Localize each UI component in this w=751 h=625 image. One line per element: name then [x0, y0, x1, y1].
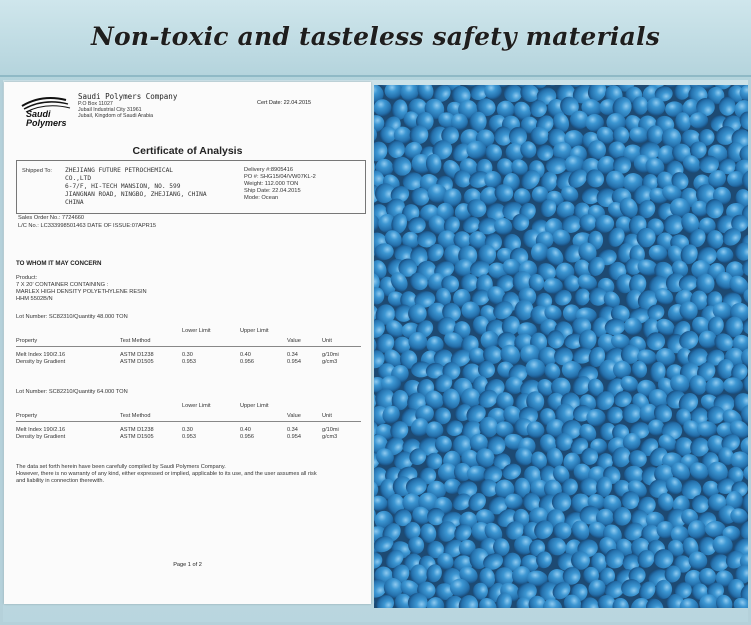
table-cell: ASTM D1505: [120, 359, 154, 365]
headline: Non-toxic and tasteless safety materials: [91, 22, 660, 51]
table-header: Unit: [322, 338, 332, 344]
delivery-line: PO #: SHG15/04/VW07KL-2: [244, 174, 316, 180]
table-header: Upper Limit: [240, 403, 269, 409]
table-cell: 0.30: [182, 352, 193, 358]
product-line: Product:: [16, 275, 38, 281]
page-number: Page 1 of 2: [173, 562, 202, 568]
disclaimer-line: The data set forth herein have been carefully compiled by Saudi Polymers Company.: [16, 464, 226, 470]
address-line: P.O Box 11027: [78, 101, 113, 107]
table-cell: 0.954: [287, 434, 301, 440]
shipped-to-label: Shipped To:: [22, 168, 52, 174]
pellets-image: [374, 85, 748, 608]
table-cell: ASTM D1238: [120, 427, 154, 433]
table-cell: Melt Index 190/2.16: [16, 427, 66, 433]
table-divider: [16, 346, 361, 347]
product-line: HHM 5502B/N: [16, 296, 53, 302]
table-cell: 0.34: [287, 352, 298, 358]
shipped-to-line: CO.,LTD: [65, 175, 92, 182]
table-header: Lower Limit: [182, 328, 211, 334]
table-header: Test Method: [120, 338, 151, 344]
table-cell: 0.40: [240, 352, 251, 358]
disclaimer-line: However, there is no warranty of any kind, either expressed or implied, applicable to its use, and the user assumes all risk: [16, 471, 317, 477]
table-header: Upper Limit: [240, 328, 269, 334]
table-header: Lower Limit: [182, 403, 211, 409]
certificate-title: Certificate of Analysis: [132, 145, 243, 157]
table-header: Value: [287, 338, 301, 344]
shipping-box: [16, 160, 366, 214]
table-header: Value: [287, 413, 301, 419]
table-cell: Density by Gradient: [16, 434, 66, 440]
address-line: Jubail Industrial City 31961: [78, 107, 142, 113]
table-cell: g/10mi: [322, 352, 339, 358]
lot-number-line: Lot Number: SC82210/Quantity 64.000 TON: [16, 389, 128, 395]
table-cell: 0.34: [287, 427, 298, 433]
table-header: Test Method: [120, 413, 151, 419]
banner-divider: [0, 75, 751, 77]
lot-number-line: Lot Number: SC82310/Quantity 48.000 TON: [16, 314, 128, 320]
table-header: Property: [16, 413, 38, 419]
logo-word-1: Saudi: [26, 109, 51, 119]
table-cell: 0.956: [240, 434, 254, 440]
table-cell: g/cm3: [322, 434, 338, 440]
shipped-to-line: 6-7/F, HI-TECH MANSION, NO. 599: [65, 183, 181, 190]
delivery-line: Mode: Ocean: [244, 195, 279, 201]
table-cell: 0.953: [182, 359, 196, 365]
to-whom-heading: TO WHOM IT MAY CONCERN: [16, 260, 102, 267]
table-header: Unit: [322, 413, 332, 419]
disclaimer-line: and liability in connection therewith.: [16, 478, 104, 484]
banner: [0, 0, 751, 80]
delivery-line: Delivery #:8905416: [244, 167, 294, 173]
logo-word-2: Polymers: [26, 118, 67, 128]
table-cell: g/cm3: [322, 359, 338, 365]
table-cell: 0.40: [240, 427, 251, 433]
certificate-document: [4, 82, 371, 604]
pellet: [427, 508, 445, 525]
table-cell: 0.956: [240, 359, 254, 365]
table-cell: Melt Index 190/2.16: [16, 352, 66, 358]
table-cell: 0.954: [287, 359, 301, 365]
pellets-photo: [374, 85, 748, 608]
product-line: 7 X 20' CONTAINER CONTAINING :: [16, 282, 109, 288]
product-line: MARLEX HIGH DENSITY POLYETHYLENE RESIN: [16, 289, 147, 295]
table-cell: ASTM D1238: [120, 352, 154, 358]
table-cell: Density by Gradient: [16, 359, 66, 365]
table-cell: ASTM D1505: [120, 434, 154, 440]
lc-number: L/C No.: LC333998501463 DATE OF ISSUE:07APR15: [18, 223, 157, 229]
shipped-to-line: CHINA: [65, 199, 84, 206]
table-cell: g/10mi: [322, 427, 339, 433]
company-name: Saudi Polymers Company: [78, 92, 178, 101]
table-divider: [16, 421, 361, 422]
pellet: [564, 275, 580, 292]
address-line: Jubail, Kingdom of Saudi Arabia: [78, 113, 154, 119]
cert-date: Cert Date: 22.04.2015: [257, 100, 312, 106]
sales-order: Sales Order No.: 7724660: [18, 215, 85, 221]
delivery-line: Weight: 112.000 TON: [244, 181, 299, 187]
delivery-line: Ship Date: 22.04.2015: [244, 188, 301, 194]
logo-text: [26, 110, 67, 128]
table-cell: 0.30: [182, 427, 193, 433]
shipped-to-line: JIANGNAN ROAD, NINGBO, ZHEJIANG, CHINA: [65, 191, 207, 198]
company-logo: [14, 92, 76, 130]
table-cell: 0.953: [182, 434, 196, 440]
shipped-to-line: ZHEJIANG FUTURE PETROCHEMICAL: [65, 167, 174, 174]
table-header: Property: [16, 338, 38, 344]
